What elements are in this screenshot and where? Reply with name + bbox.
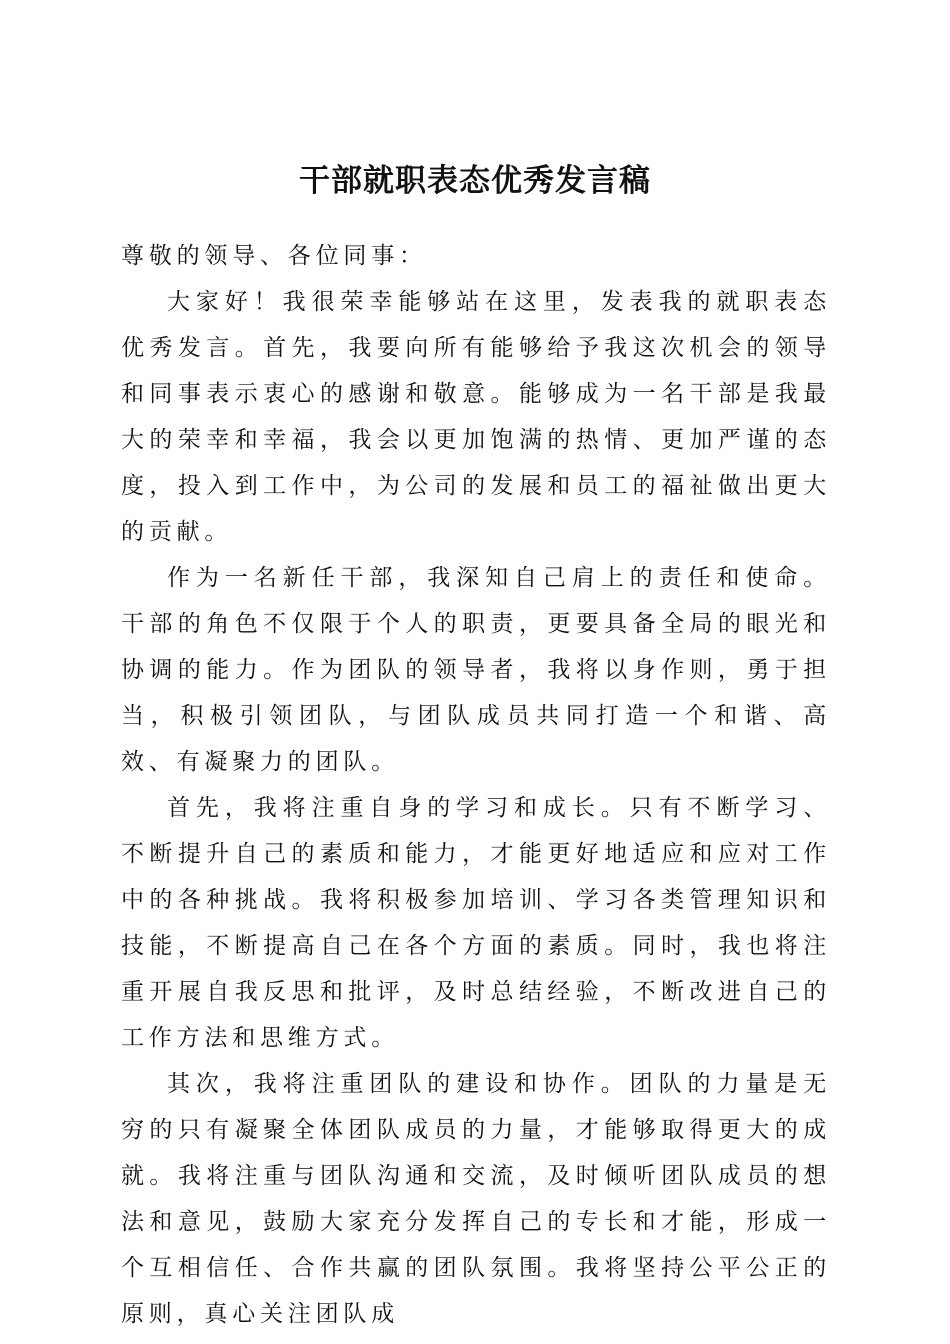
paragraph-1: 大家好！我很荣幸能够站在这里，发表我的就职表态优秀发言。首先，我要向所有能够给予我这次机会的领导和同事表示衷心的感谢和敬意。能够成为一名干部是我最大的荣幸和幸福，我会以更加饱满的热情、更加严谨的态度，投入到工作中，为公司的发展和员工的福祉做出更大的贡献。 (121, 289, 831, 545)
paragraph-4: 其次，我将注重团队的建设和协作。团队的力量是无穷的只有凝聚全体团队成员的力量，才能够取得更大的成就。我将注重与团队沟通和交流，及时倾听团队成员的想法和意见，鼓励大家充分发挥自己的专长和才能，形成一个互相信任、合作共赢的团队氛围。我将坚持公平公正的原则，真心关注团队成 (121, 1071, 831, 1327)
greeting-line: 尊敬的领导、各位同事： (121, 243, 427, 269)
paragraph-2: 作为一名新任干部，我深知自己肩上的责任和使命。干部的角色不仅限于个人的职责，更要具备全局的眼光和协调的能力。作为团队的领导者，我将以身作则，勇于担当，积极引领团队，与团队成员共同打造一个和谐、高效、有凝聚力的团队。 (121, 565, 831, 775)
document-body (121, 233, 831, 1337)
document-title: 干部就职表态优秀发言稿 (299, 162, 651, 199)
paragraph-3: 首先，我将注重自身的学习和成长。只有不断学习、不断提升自己的素质和能力，才能更好地适应和应对工作中的各种挑战。我将积极参加培训、学习各类管理知识和技能，不断提高自己在各个方面的素质。同时，我也将注重开展自我反思和批评，及时总结经验，不断改进自己的工作方法和思维方式。 (121, 795, 831, 1051)
